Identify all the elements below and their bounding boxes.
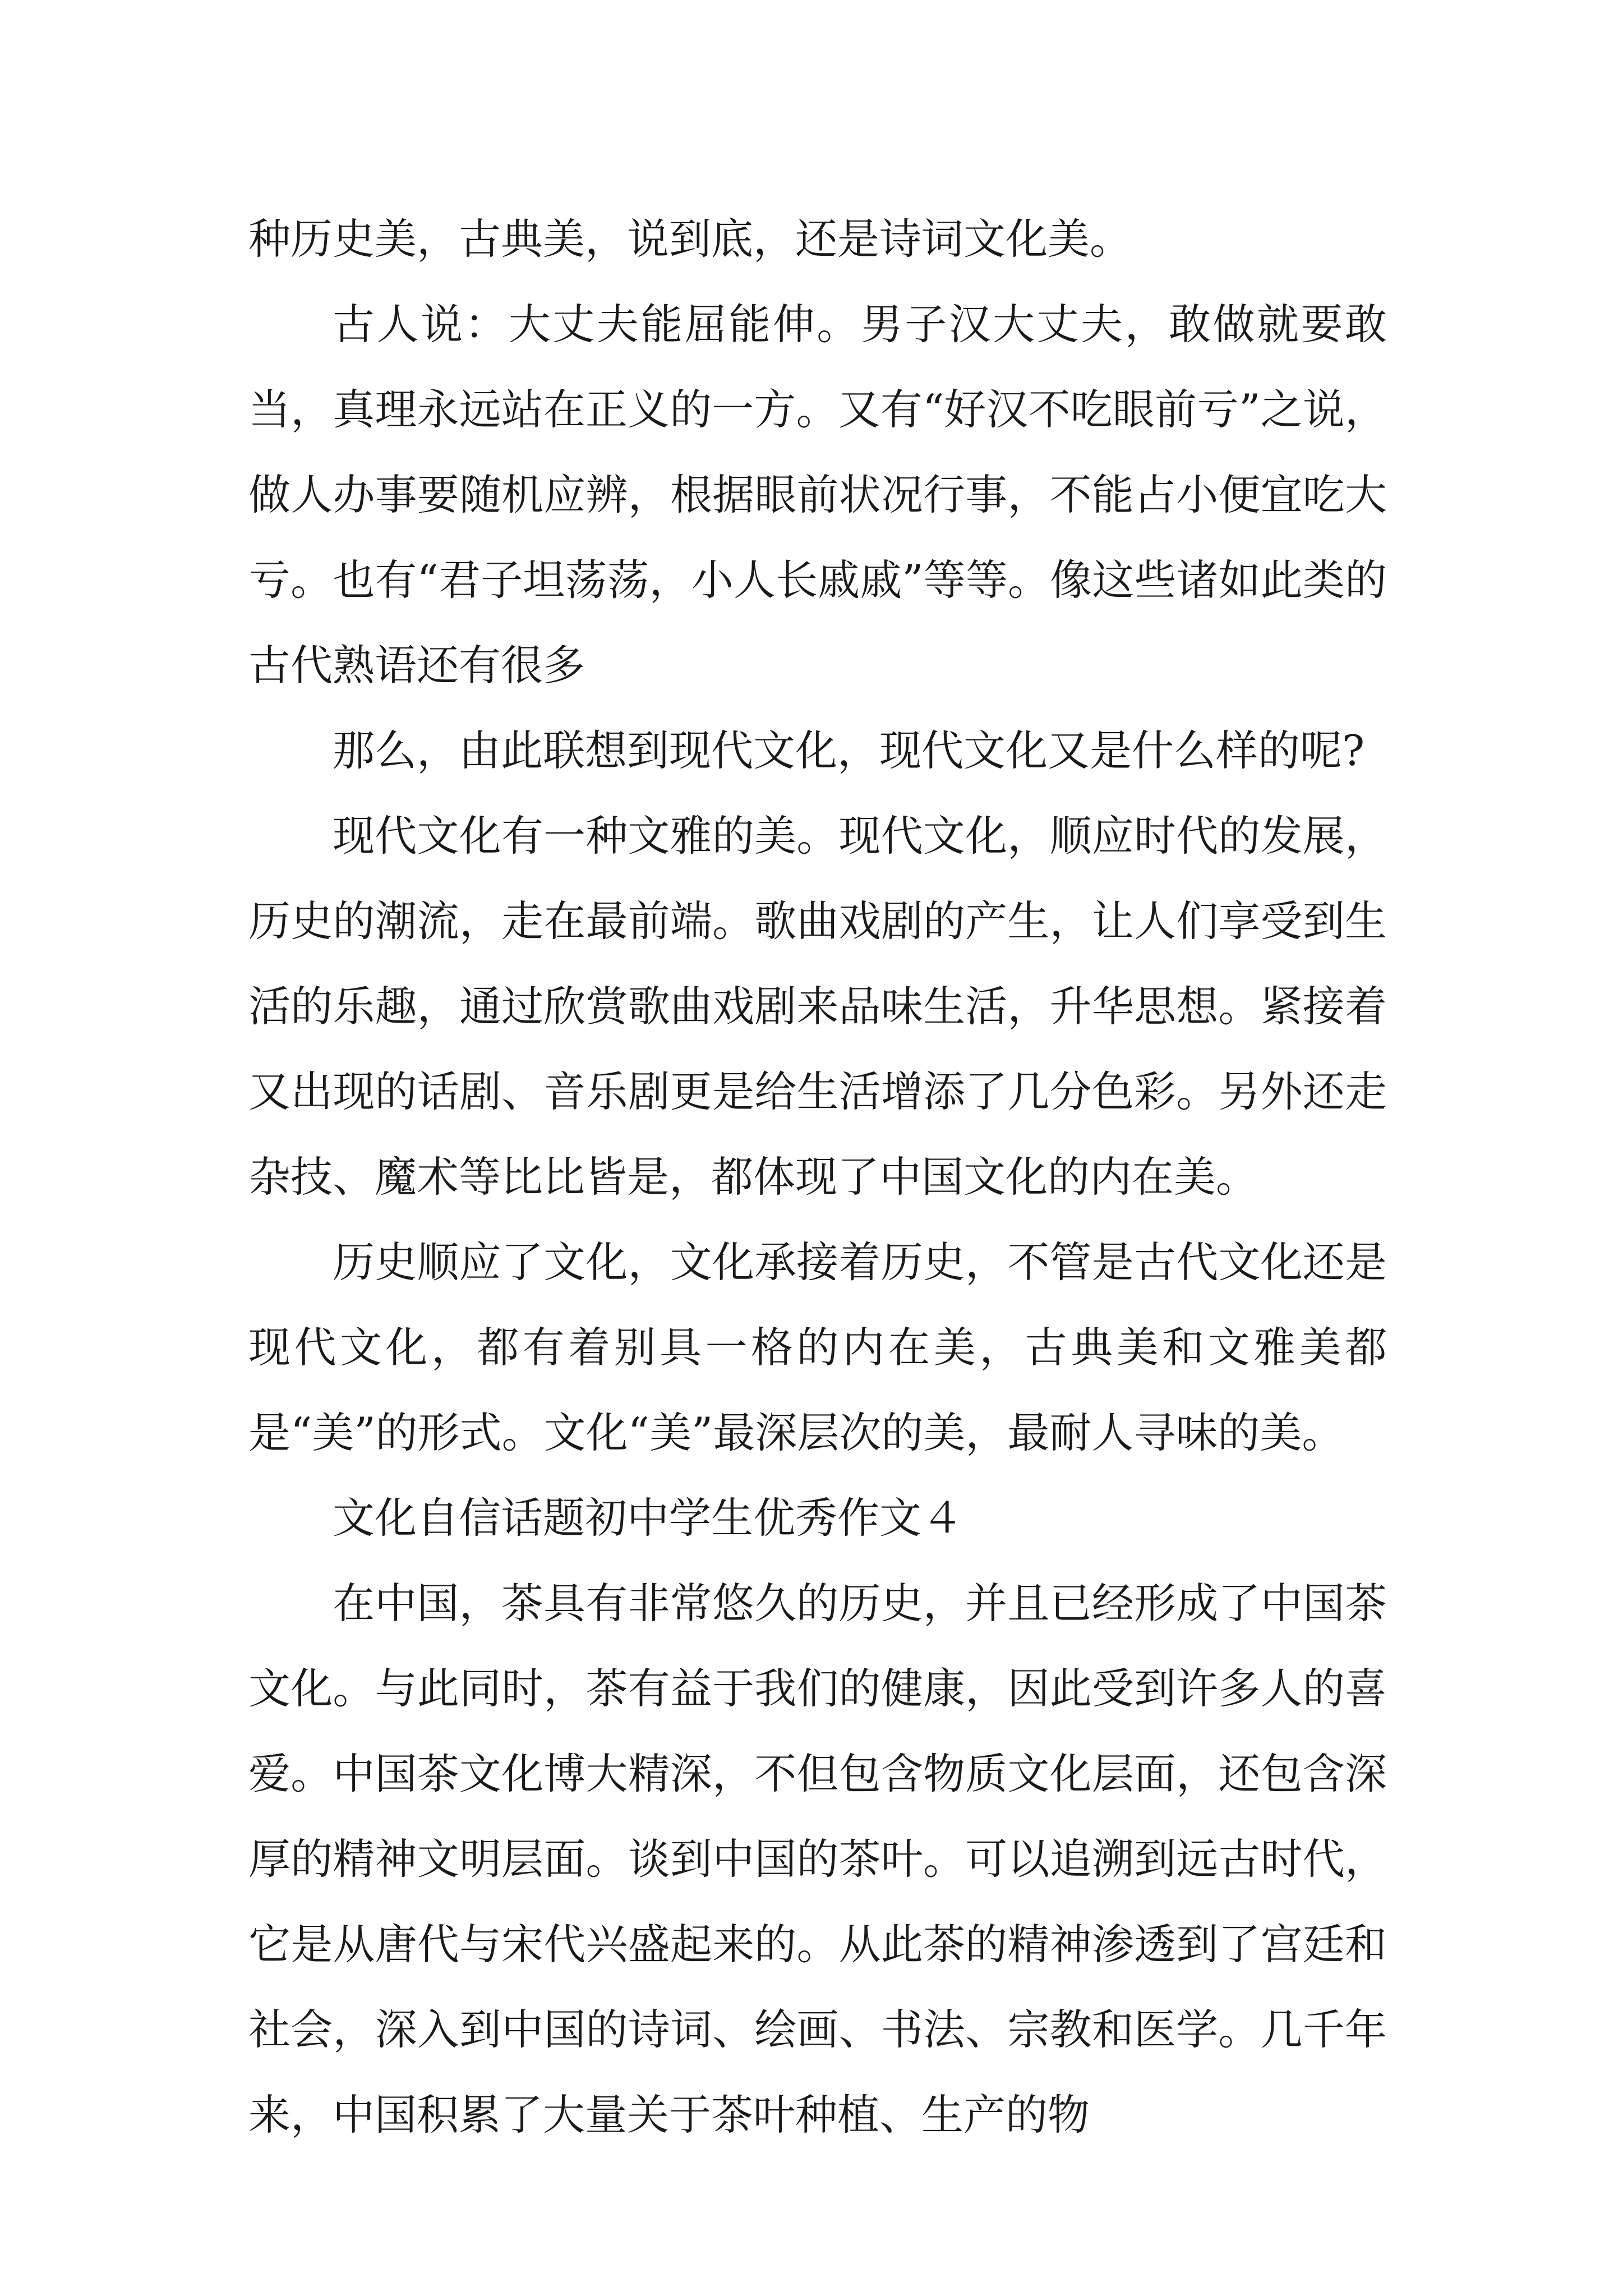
paragraph: 现代文化有一种文雅的美。现代文化，顺应时代的发展，历史的潮流，走在最前端。歌曲戏剧的产生，让人们享受到生活的乐趣，通过欣赏歌曲戏剧来品味生活，升华思想。紧接着又出现的话剧、音乐剧更是给生活增添了几分色彩。另外还走杂技、魔术等比比皆是，都体现了中国文化的内在美。 <box>248 811 1387 1202</box>
paragraph-continuation: 种历史美，古典美，说到底，还是诗词文化美。 <box>248 214 1132 264</box>
paragraph: 历史顺应了文化，文化承接着历史，不管是古代文化还是现代文化，都有着别具一格的内在美，古典美和文雅美都是“美”的形式。文化“美”最深层次的美，最耐人寻味的美。 <box>248 1237 1387 1457</box>
document-body <box>248 196 1387 2157</box>
paragraph: 古人说：大丈夫能屈能伸。男子汉大丈夫，敢做就要敢当，真理永远站在正义的一方。又有“好汉不吃眼前亏”之说，做人办事要随机应辨，根据眼前状况行事，不能占小便宜吃大亏。也有“君子坦荡荡，小人长戚戚”等等。像这些诸如此类的古代熟语还有很多 <box>248 300 1387 690</box>
paragraph: 那么，由此联想到现代文化，现代文化又是什么样的呢? <box>333 726 1365 775</box>
essay-heading: 文化自信话题初中学生优秀作文４ <box>333 1493 964 1543</box>
paragraph: 在中国，茶具有非常悠久的历史，并且已经形成了中国茶文化。与此同时，茶有益于我们的健康，因此受到许多人的喜爱。中国茶文化博大精深，不但包含物质文化层面，还包含深厚的精神文明层面。谈到中国的茶叶。可以追溯到远古时代，它是从唐代与宋代兴盛起来的。从此茶的精神渗透到了宫廷和社会，深入到中国的诗词、绘画、书法、宗教和医学。几千年来，中国积累了大量关于茶叶种植、生产的物 <box>248 1579 1387 2139</box>
